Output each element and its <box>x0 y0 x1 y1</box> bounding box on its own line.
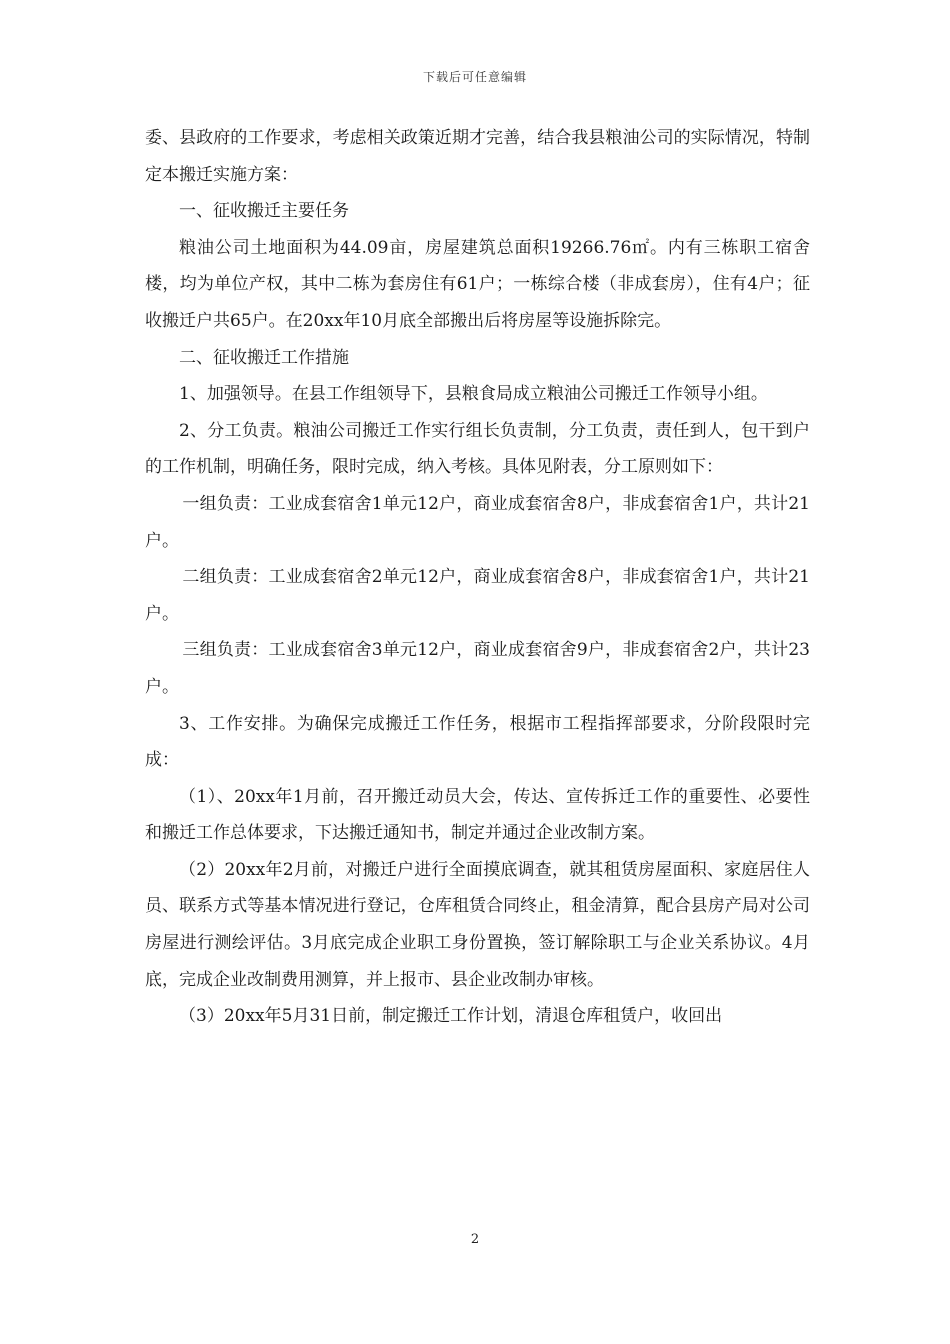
paragraph-step-1: （1）、20xx年1月前，召开搬迁动员大会，传达、宣传拆迁工作的重要性、必要性和搬迁工作总体要求，下达搬迁通知书，制定并通过企业改制方案。 <box>145 786 810 844</box>
paragraph-step-2: （2）20xx年2月前，对搬迁户进行全面摸底调查，就其租赁房屋面积、家庭居住人员、联系方式等基本情况进行登记，仓库租赁合同终止，租金清算，配合县房产局对公司房屋进行测绘评估。3月底完成企业职工身份置换，签订解除职工与企业关系协议。4月底，完成企业改制费用测算，并上报市、县企业改制办审核。 <box>145 859 810 990</box>
page-header: 下载后可任意编辑 <box>422 70 527 84</box>
paragraph-group-2: 二组负责：工业成套宿舍2单元12户，商业成套宿舍8户，非成套宿舍1户，共计21户。 <box>145 567 810 624</box>
paragraph-schedule: 3、工作安排。为确保完成搬迁工作任务，根据市工程指挥部要求，分阶段限时完成： <box>145 713 810 771</box>
paragraph-division: 2、分工负责。粮油公司搬迁工作实行组长负责制，分工负责，责任到人，包干到户的工作机制，明确任务，限时完成，纳入考核。具体见附表，分工原则如下： <box>145 420 810 478</box>
section-heading-1: 一、征收搬迁主要任务 <box>179 201 349 222</box>
paragraph-group-1: 一组负责：工业成套宿舍1单元12户，商业成套宿舍8户，非成套宿舍1户，共计21户。 <box>145 493 810 551</box>
page-number: 2 <box>470 1232 480 1247</box>
document-body <box>145 120 810 1035</box>
paragraph-group-3: 三组负责：工业成套宿舍3单元12户，商业成套宿舍9户，非成套宿舍2户，共计23户。 <box>145 640 810 697</box>
paragraph-land-area: 粮油公司土地面积为44.09亩，房屋建筑总面积19266.76㎡。内有三栋职工宿舍楼，均为单位产权，其中二栋为套房住有61户；一栋综合楼（非成套房），住有4户；征收搬迁户共65户。在20xx年10月底全部搬出后将房屋等设施拆除完。 <box>145 237 810 331</box>
paragraph-intro: 委、县政府的工作要求，考虑相关政策近期才完善，结合我县粮油公司的实际情况，特制定本搬迁实施方案： <box>145 128 810 185</box>
paragraph-step-3: （3）20xx年5月31日前，制定搬迁工作计划，清退仓库租赁户，收回出 <box>179 1006 723 1027</box>
section-heading-2: 二、征收搬迁工作措施 <box>179 347 349 368</box>
paragraph-leadership: 1、加强领导。在县工作组领导下，县粮食局成立粮油公司搬迁工作领导小组。 <box>179 384 768 405</box>
